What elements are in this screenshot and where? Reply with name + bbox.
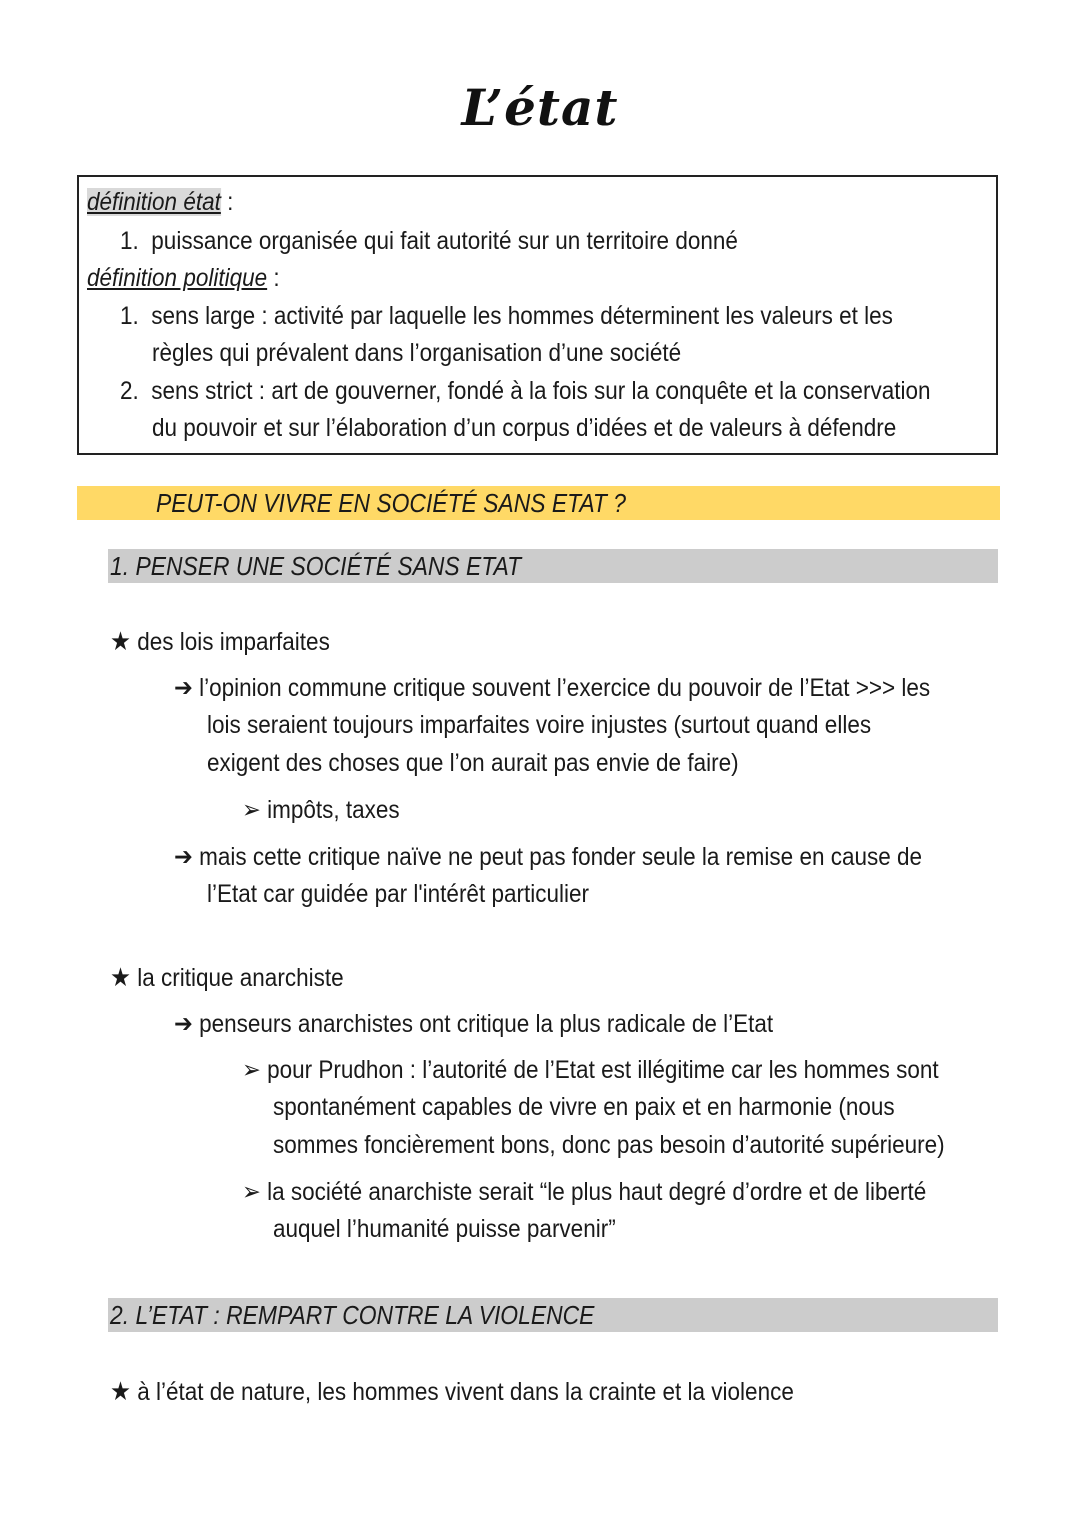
arrow-item-2-line-1: mais cette critique naïve ne peut pas fonder seule la remise en cause de bbox=[199, 843, 923, 871]
sub-item-prudhon-line-1: pour Prudhon : l’autorité de l’Etat est illégitime car les hommes sont bbox=[267, 1056, 939, 1084]
star-icon: ★ bbox=[110, 962, 131, 992]
arrow-right-icon: ➔ bbox=[174, 674, 193, 702]
definition-politique-heading bbox=[87, 263, 280, 293]
bullet-text: à l’état de nature, les hommes vivent dans la crainte et la violence bbox=[137, 1378, 794, 1406]
question-text: PEUT-ON VIVRE EN SOCIÉTÉ SANS ETAT ? bbox=[156, 488, 627, 518]
arrow-item-1-line-1: l’opinion commune critique souvent l’exercice du pouvoir de l’Etat >>> les bbox=[199, 674, 931, 702]
sub-arrow-icon: ➢ bbox=[242, 1178, 261, 1206]
definition-politique-item-2 bbox=[120, 376, 930, 406]
sub-arrow-icon: ➢ bbox=[242, 1056, 261, 1084]
definition-politique-label: définition politique bbox=[87, 264, 268, 292]
page-title: L’état bbox=[461, 78, 619, 137]
arrow-item-1 bbox=[174, 673, 930, 703]
definition-etat-heading bbox=[87, 187, 233, 217]
arrow-item-2 bbox=[174, 842, 922, 872]
definition-politique-item-1-line-1: sens large : activité par laquelle les hommes déterminent les valeurs et les bbox=[151, 302, 893, 330]
sub-item-societe-line-1: la société anarchiste serait “le plus haut degré d’ordre et de liberté bbox=[267, 1178, 927, 1206]
definition-politique-item-2-line-2: du pouvoir et sur l’élaboration d’un corpus d’idées et de valeurs à défendre bbox=[152, 414, 897, 442]
sub-item-societe-anarchiste bbox=[242, 1177, 926, 1207]
arrow-item-1-line-3: exigent des choses que l’on aurait pas envie de faire) bbox=[207, 749, 739, 777]
sub-item-prudhon-line-2: spontanément capables de vivre en paix et en harmonie (nous bbox=[273, 1093, 895, 1121]
arrow-right-icon: ➔ bbox=[174, 843, 193, 871]
sub-item-text: impôts, taxes bbox=[267, 796, 400, 824]
definition-politique-item-1-line-2: règles qui prévalent dans l’organisation d’une société bbox=[152, 339, 682, 367]
definition-politique-item-2-line-1: sens strict : art de gouverner, fondé à la fois sur la conquête et la conservation bbox=[151, 377, 931, 405]
star-icon: ★ bbox=[110, 626, 131, 656]
definition-etat-item-text: puissance organisée qui fait autorité sur un territoire donné bbox=[151, 227, 738, 255]
definition-politique-colon: : bbox=[267, 264, 280, 292]
star-icon: ★ bbox=[110, 1376, 131, 1406]
sub-arrow-icon: ➢ bbox=[242, 796, 261, 824]
definition-politique-item-1 bbox=[120, 301, 893, 331]
arrow-item-2-line-2: l’Etat car guidée par l'intérêt particulier bbox=[207, 880, 589, 908]
arrow-item-3 bbox=[174, 1009, 773, 1039]
definition-etat-colon: : bbox=[220, 188, 234, 216]
bullet-text: la critique anarchiste bbox=[137, 964, 344, 992]
arrow-item-1-line-2: lois seraient toujours imparfaites voire injustes (surtout quand elles bbox=[207, 711, 872, 739]
section-2-heading: 2. L’ETAT : REMPART CONTRE LA VIOLENCE bbox=[110, 1300, 595, 1330]
bullet-text: des lois imparfaites bbox=[137, 628, 330, 656]
arrow-right-icon: ➔ bbox=[174, 1010, 193, 1038]
bullet-etat-de-nature bbox=[110, 1376, 794, 1407]
list-number: 2. bbox=[120, 377, 139, 405]
list-number: 1. bbox=[120, 302, 139, 330]
section-1-heading: 1. PENSER UNE SOCIÉTÉ SANS ETAT bbox=[110, 551, 522, 581]
sub-item-societe-line-2: auquel l’humanité puisse parvenir” bbox=[273, 1215, 616, 1243]
sub-item-prudhon-line-3: sommes foncièrement bons, donc pas besoin d’autorité supérieure) bbox=[273, 1131, 945, 1159]
definition-etat-label: définition état bbox=[87, 188, 221, 216]
bullet-des-lois-imparfaites bbox=[110, 626, 330, 657]
bullet-critique-anarchiste bbox=[110, 962, 344, 993]
list-number: 1. bbox=[120, 227, 139, 255]
sub-item-impots bbox=[242, 795, 400, 825]
arrow-item-3-text: penseurs anarchistes ont critique la plus radicale de l’Etat bbox=[199, 1010, 774, 1038]
definition-etat-item-1 bbox=[120, 226, 738, 256]
sub-item-prudhon bbox=[242, 1055, 939, 1085]
